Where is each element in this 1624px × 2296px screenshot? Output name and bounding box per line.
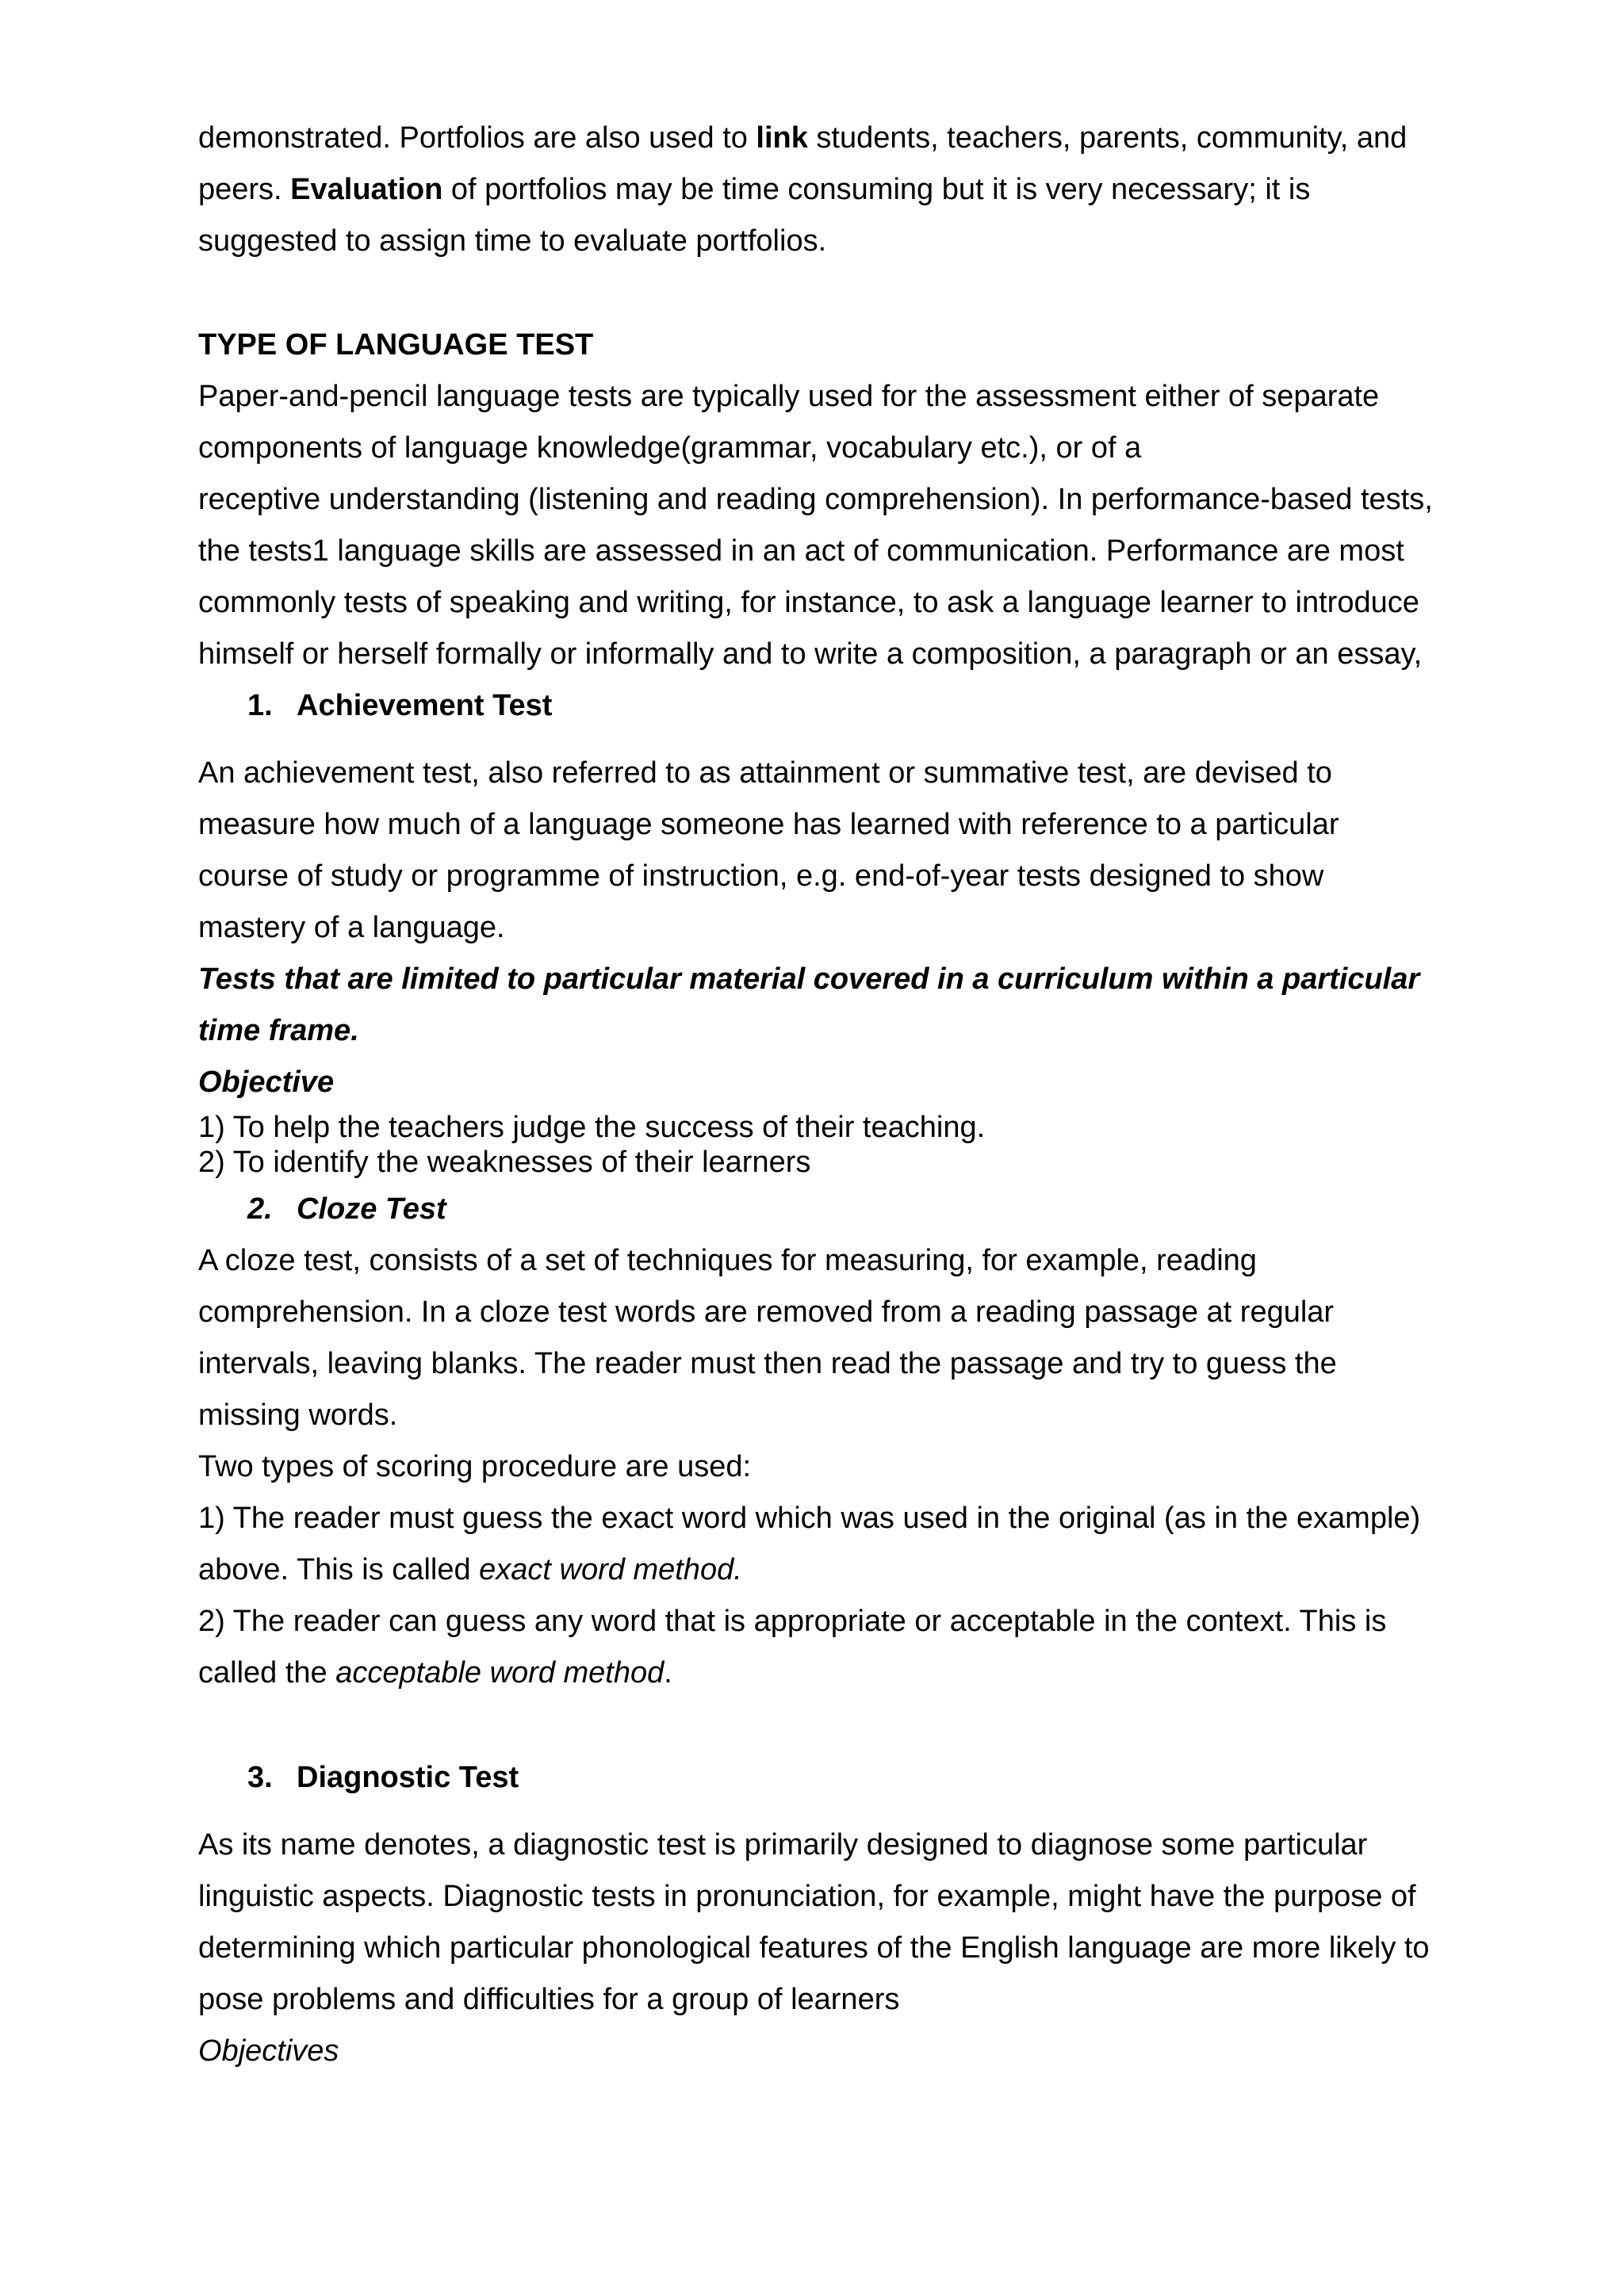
paragraph-line: 2) The reader can guess any word that is appropriate or acceptable in the context. This is [198,1605,1387,1638]
method-text: . [664,1656,672,1689]
paragraph-line: Two types of scoring procedure are used: [198,1450,752,1483]
heading-title: Diagnostic Test [297,1761,519,1794]
paragraph-line: linguistic aspects. Diagnostic tests in pronunciation, for example, might have the purpose of [198,1880,1416,1913]
intro-bold-evaluation: Evaluation [290,173,443,206]
emphasis-line: Tests that are limited to particular material covered in a curriculum within a particular [198,962,1420,996]
list-number: 1. [247,689,273,722]
paragraph-line: determining which particular phonological features of the English language are more likely to [198,1931,1430,1965]
intro-text: students, teachers, parents, community, and [807,121,1408,155]
intro-text: peers. [198,173,291,206]
paragraph-line: components of language knowledge(grammar, vocabulary etc.), or of a [198,431,1142,465]
document-page [198,113,1435,2077]
intro-line [198,113,1435,164]
diagnostic-heading [198,1752,1435,1804]
paragraph-line: mastery of a language. [198,911,505,944]
method-text: above. This is called [198,1553,480,1586]
paragraph-line: Paper-and-pencil language tests are typically used for the assessment either of separate [198,380,1380,413]
paragraph-line: commonly tests of speaking and writing, for instance, to ask a language learner to introduce [198,586,1419,619]
intro-line: suggested to assign time to evaluate portfolios. [198,224,827,258]
list-number: 2. [247,1192,273,1226]
paragraph-line: course of study or programme of instruction, e.g. end-of-year tests designed to show [198,859,1324,893]
paragraph-line: An achievement test, also referred to as attainment or summative test, are devised to [198,756,1332,790]
paragraph-line: comprehension. In a cloze test words are removed from a reading passage at regular [198,1295,1335,1329]
objective-label: Objective [198,1066,335,1099]
achievement-heading [198,680,1435,732]
intro-line [198,164,1435,216]
paragraph-line: A cloze test, consists of a set of techniques for measuring, for example, reading [198,1244,1257,1277]
section-heading: TYPE OF LANGUAGE TEST [198,328,594,362]
emphasis-line: time frame. [198,1014,359,1047]
heading-title: Achievement Test [297,689,553,722]
paragraph-line: As its name denotes, a diagnostic test is primarily designed to diagnose some particular [198,1828,1368,1862]
heading-title: Cloze Test [297,1192,446,1226]
paragraph-line: 1) The reader must guess the exact word which was used in the original (as in the example) [198,1502,1421,1535]
objective-item: 1) To help the teachers judge the success of their teaching. [198,1111,986,1144]
method-term: acceptable word method [335,1656,665,1689]
intro-text: demonstrated. Portfolios are also used to [198,121,756,155]
paragraph-line: receptive understanding (listening and reading comprehension). In performance-based tests, [198,483,1433,516]
paragraph-line: himself or herself formally or informally and to write a composition, a paragraph or an essay, [198,637,1423,671]
paragraph-line: pose problems and difficulties for a group of learners [198,1983,900,2016]
paragraph-line [198,1647,1435,1699]
objectives-label: Objectives [198,2034,339,2068]
objective-item: 2) To identify the weaknesses of their learners [198,1146,811,1179]
method-text: called the [198,1656,336,1689]
cloze-heading [198,1184,1435,1235]
paragraph-line [198,1544,1435,1596]
paragraph-line: the tests1 language skills are assessed in an act of communication. Performance are most [198,534,1404,568]
list-number: 3. [247,1761,273,1794]
intro-text: of portfolios may be time consuming but it is very necessary; it is [442,173,1311,206]
method-term: exact word method. [479,1553,742,1586]
paragraph-line: intervals, leaving blanks. The reader must then read the passage and try to guess the [198,1347,1337,1380]
paragraph-line: measure how much of a language someone has learned with reference to a particular [198,808,1339,841]
intro-bold-link: link [756,121,808,155]
paragraph-line: missing words. [198,1399,398,1432]
